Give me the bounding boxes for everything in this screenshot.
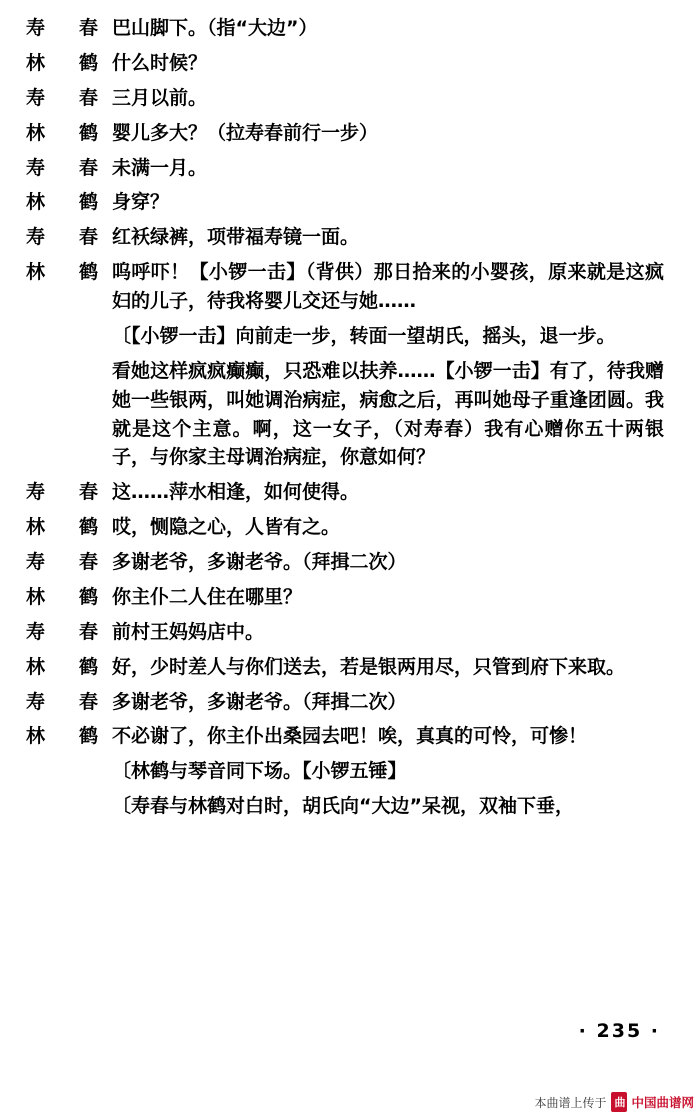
speaker-char-2: 鹤 (78, 51, 98, 74)
dialogue-line (26, 154, 664, 183)
dialogue-line (26, 223, 664, 252)
dialogue-line (26, 49, 664, 78)
speaker-label (26, 688, 112, 717)
speaker-char-1: 寿 (26, 156, 46, 179)
speaker-char-1: 寿 (26, 86, 46, 109)
dialogue-line (26, 14, 664, 43)
speech-text: 未满一月。 (112, 156, 208, 179)
speaker-char-1: 林 (26, 121, 46, 144)
speech-text: 红袄绿裤，项带福寿镜一面。 (112, 226, 360, 249)
speaker-char-2: 鹤 (78, 655, 98, 678)
dialogue-line (26, 722, 664, 751)
dialogue-line (26, 258, 664, 316)
speaker-char-1: 寿 (26, 481, 46, 504)
speaker-char-2: 春 (78, 156, 98, 179)
speech-text: 看她这样疯疯癫癫，只恐难以扶养……【小锣一击】有了，待我赠她一些银两，叫她调治病症，病愈之后，再叫她母子重逢团圆。我就是这个主意。啊，这一女子，（对寿春）我有心赠你五十两银子，与你家主母调治病症，你意如何？ (112, 359, 664, 469)
dialogue-line (26, 119, 664, 148)
speaker-char-1: 林 (26, 655, 46, 678)
speaker-label (26, 154, 112, 183)
speech-text: 婴儿多大？（拉寿春前行一步） (112, 121, 379, 144)
speaker-char-1: 寿 (26, 17, 46, 39)
speech-text: 不必谢了，你主仆出桑园去吧！唉，真真的可怜，可惨！ (112, 725, 588, 748)
speech-text: 好，少时差人与你们送去，若是银两用尽，只管到府下来取。 (112, 655, 626, 678)
speech-text: 多谢老爷，多谢老爷。（拜揖二次） (112, 690, 407, 713)
speaker-char-2: 春 (78, 620, 98, 643)
speech-text: 什么时候？ (112, 51, 208, 74)
speaker-char-2: 鹤 (78, 261, 98, 284)
speaker-char-2: 鹤 (78, 121, 98, 144)
speaker-label (26, 583, 112, 612)
speech-text: 三月以前。 (112, 86, 208, 109)
speaker-char-2: 鹤 (78, 585, 98, 608)
speaker-char-1: 林 (26, 261, 46, 284)
continuation-line (26, 357, 664, 473)
stage-direction-line (26, 792, 664, 821)
speaker-char-2: 鹤 (78, 516, 98, 539)
speaker-char-2: 春 (78, 226, 98, 249)
speaker-label (26, 223, 112, 252)
dialogue-line (26, 653, 664, 682)
speaker-label (26, 84, 112, 113)
speaker-char-1: 林 (26, 725, 46, 748)
dialogue-line (26, 478, 664, 507)
speaker-char-1: 寿 (26, 620, 46, 643)
speaker-char-1: 林 (26, 585, 46, 608)
speaker-label (26, 14, 112, 43)
stage-direction-line (26, 322, 664, 351)
site-logo-icon: 曲 (611, 1092, 627, 1112)
speech-text: 前村王妈妈店中。 (112, 620, 265, 643)
speaker-label (26, 722, 112, 751)
speaker-char-2: 春 (78, 481, 98, 504)
stage-direction-line (26, 757, 664, 786)
page-number: · 235 · (578, 1020, 660, 1042)
speech-text: 哎，恻隐之心，人皆有之。 (112, 516, 341, 539)
speaker-char-2: 春 (78, 690, 98, 713)
speaker-label (26, 119, 112, 148)
speaker-label (26, 478, 112, 507)
speaker-label (26, 513, 112, 542)
dialogue-line (26, 618, 664, 647)
dialogue-line (26, 513, 664, 542)
speaker-label (26, 548, 112, 577)
watermark-text: 本曲谱上传于 (534, 1095, 607, 1110)
dialogue-line (26, 188, 664, 217)
speaker-char-1: 林 (26, 516, 46, 539)
speaker-char-1: 林 (26, 191, 46, 214)
speaker-char-1: 寿 (26, 551, 46, 573)
speaker-char-2: 春 (78, 86, 98, 109)
speaker-char-2: 鹤 (78, 725, 98, 748)
site-name: 中国曲谱网 (631, 1095, 694, 1110)
speech-text: 这……萍水相逢，如何使得。 (112, 481, 360, 504)
dialogue-line (26, 583, 664, 612)
speech-text: 呜呼吓！【小锣一击】（背供）那日拾来的小婴孩，原来就是这疯妇的儿子，待我将婴儿交还与她…… (112, 261, 664, 312)
dialogue-line (26, 548, 664, 577)
speaker-char-1: 林 (26, 51, 46, 74)
speech-text: 巴山脚下。（指“大边”） (112, 17, 318, 39)
speech-text: 多谢老爷，多谢老爷。（拜揖二次） (112, 551, 407, 573)
dialogue-line (26, 84, 664, 113)
speaker-char-1: 寿 (26, 226, 46, 249)
speech-text: 身穿？ (112, 191, 170, 214)
speaker-label (26, 188, 112, 217)
speaker-label (26, 618, 112, 647)
speech-text: 你主仆二人住在哪里？ (112, 585, 303, 608)
speaker-char-2: 鹤 (78, 191, 98, 214)
stage-direction-text: 〔寿春与林鹤对白时，胡氏向“大边”呆视，双袖下垂， (112, 795, 574, 818)
script-body (26, 14, 664, 821)
speaker-char-1: 寿 (26, 690, 46, 713)
stage-direction-text: 〔【小锣一击】向前走一步，转面一望胡氏，摇头，退一步。 (112, 324, 616, 347)
speaker-label (26, 258, 112, 287)
dialogue-line (26, 688, 664, 717)
speaker-label (26, 653, 112, 682)
site-watermark (534, 1092, 694, 1112)
speaker-label (26, 49, 112, 78)
speaker-char-2: 春 (78, 17, 98, 39)
speaker-char-2: 春 (78, 551, 98, 573)
stage-direction-text: 〔林鹤与琴音同下场。【小锣五锤】 (112, 760, 407, 783)
